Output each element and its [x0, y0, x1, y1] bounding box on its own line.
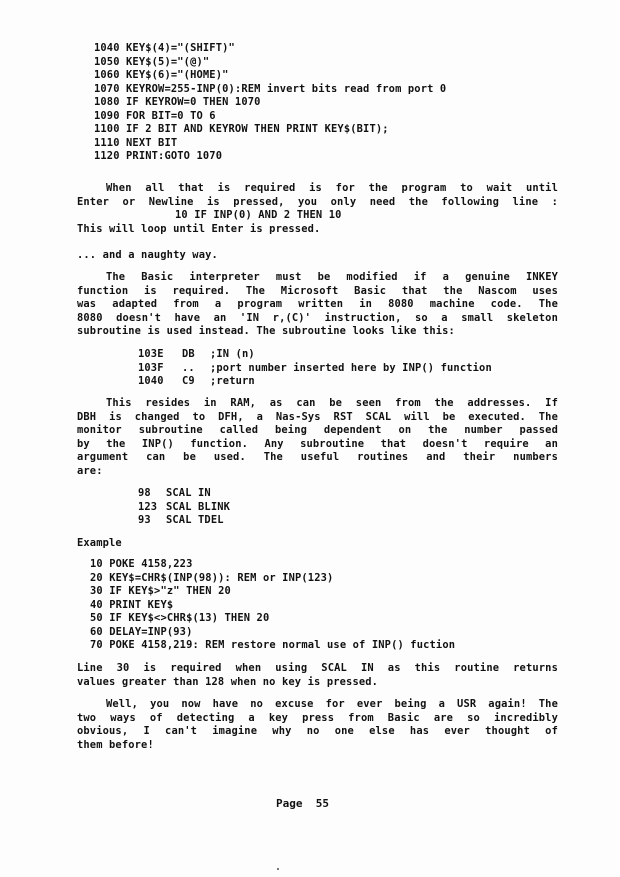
code-line: 50 IF KEY$<>CHR$(13) THEN 20 — [90, 612, 270, 624]
asm-addr: 103F — [138, 361, 164, 374]
text-line: was adapted from a program written in 8080 machine code. The — [77, 298, 558, 310]
asm-op: .. — [182, 361, 195, 374]
asm-op: DB — [182, 348, 195, 360]
code-line: 1040 KEY$(4)="(SHIFT)" — [94, 42, 235, 54]
code-line: 10 POKE 4158,223 — [90, 558, 193, 570]
text-line: Well, you now have no excuse for ever being a USR again! The — [106, 698, 558, 710]
text-line: monitor subroutine called being dependent on the number passed — [77, 424, 558, 436]
text-line: DBH is changed to DFH, a Nas-Sys RST SCAL will be executed. The — [77, 410, 558, 423]
code-line: 1050 KEY$(5)="(@)" — [94, 55, 210, 68]
code-line: 1090 FOR BIT=0 TO 6 — [94, 109, 216, 122]
routine-number: 98 — [138, 487, 151, 499]
text-line: function is required. The Microsoft Basic that the Nascom uses — [77, 284, 558, 297]
code-line: 20 KEY$=CHR$(INP(98)): REM or INP(123) — [90, 571, 334, 584]
routine-number: 93 — [138, 514, 151, 526]
code-line: 1070 KEYROW=255-INP(0):REM invert bits read from port 0 — [94, 82, 447, 95]
text-line: obvious, I can't imagine why no one else has ever thought of — [77, 725, 558, 737]
section-heading: ... and a naughty way. — [77, 249, 218, 261]
asm-addr: 103E — [138, 348, 164, 360]
asm-comment: ;return — [210, 375, 255, 387]
inline-code: 10 IF INP(0) AND 2 THEN 10 — [175, 209, 342, 221]
text-line: This resides in RAM, as can be seen from the addresses. If — [106, 397, 558, 409]
asm-addr: 1040 — [138, 375, 164, 387]
text-line: Line 30 is required when using SCAL IN as this routine returns — [77, 662, 558, 674]
code-line: 1100 IF 2 BIT AND KEYROW THEN PRINT KEY$(BIT); — [94, 123, 389, 135]
text-line: When all that is required is for the program to wait until — [106, 182, 558, 194]
text-line: are: — [77, 464, 103, 477]
text-line: 8080 doesn't have an 'IN r,(C)' instruction, so a small skeleton — [77, 311, 558, 324]
text-line: argument can be used. The useful routines and their numbers — [77, 451, 558, 463]
code-line: 70 POKE 4158,219: REM restore normal use of INP() fuction — [90, 639, 456, 651]
text-line: This will loop until Enter is pressed. — [77, 222, 321, 235]
example-label: Example — [77, 537, 122, 549]
routine-name: SCAL TDEL — [166, 514, 224, 526]
routine-name: SCAL BLINK — [166, 500, 231, 513]
text-line: The Basic interpreter must be modified if a genuine INKEY — [106, 271, 558, 283]
asm-op: C9 — [182, 375, 195, 387]
asm-comment: ;port number inserted here by INP() function — [210, 361, 492, 374]
code-line: 1110 NEXT BIT — [94, 136, 178, 149]
text-line: Enter or Newline is pressed, you only need the following line : — [77, 195, 558, 208]
code-line: 30 IF KEY$>"z" THEN 20 — [90, 585, 231, 597]
routine-name: SCAL IN — [166, 487, 211, 499]
code-line: 1120 PRINT:GOTO 1070 — [94, 150, 223, 162]
code-line: 1080 IF KEYROW=0 THEN 1070 — [94, 96, 261, 108]
routine-number: 123 — [138, 500, 158, 513]
text-line: by the INP() function. Any subroutine that doesn't require an — [77, 437, 558, 450]
code-line: 1060 KEY$(6)="(HOME)" — [94, 69, 229, 81]
asm-comment: ;IN (n) — [210, 348, 255, 360]
scan-speck — [277, 868, 279, 870]
text-line: them before! — [77, 738, 154, 751]
text-line: values greater than 128 when no key is pressed. — [77, 675, 379, 688]
code-line: 40 PRINT KEY$ — [90, 598, 174, 611]
code-line: 60 DELAY=INP(93) — [90, 625, 193, 638]
page-number: Page 55 — [276, 797, 329, 810]
text-line: two ways of detecting a key press from Basic are so incredibly — [77, 711, 558, 724]
text-line: subroutine is used instead. The subroutine looks like this: — [77, 325, 455, 337]
